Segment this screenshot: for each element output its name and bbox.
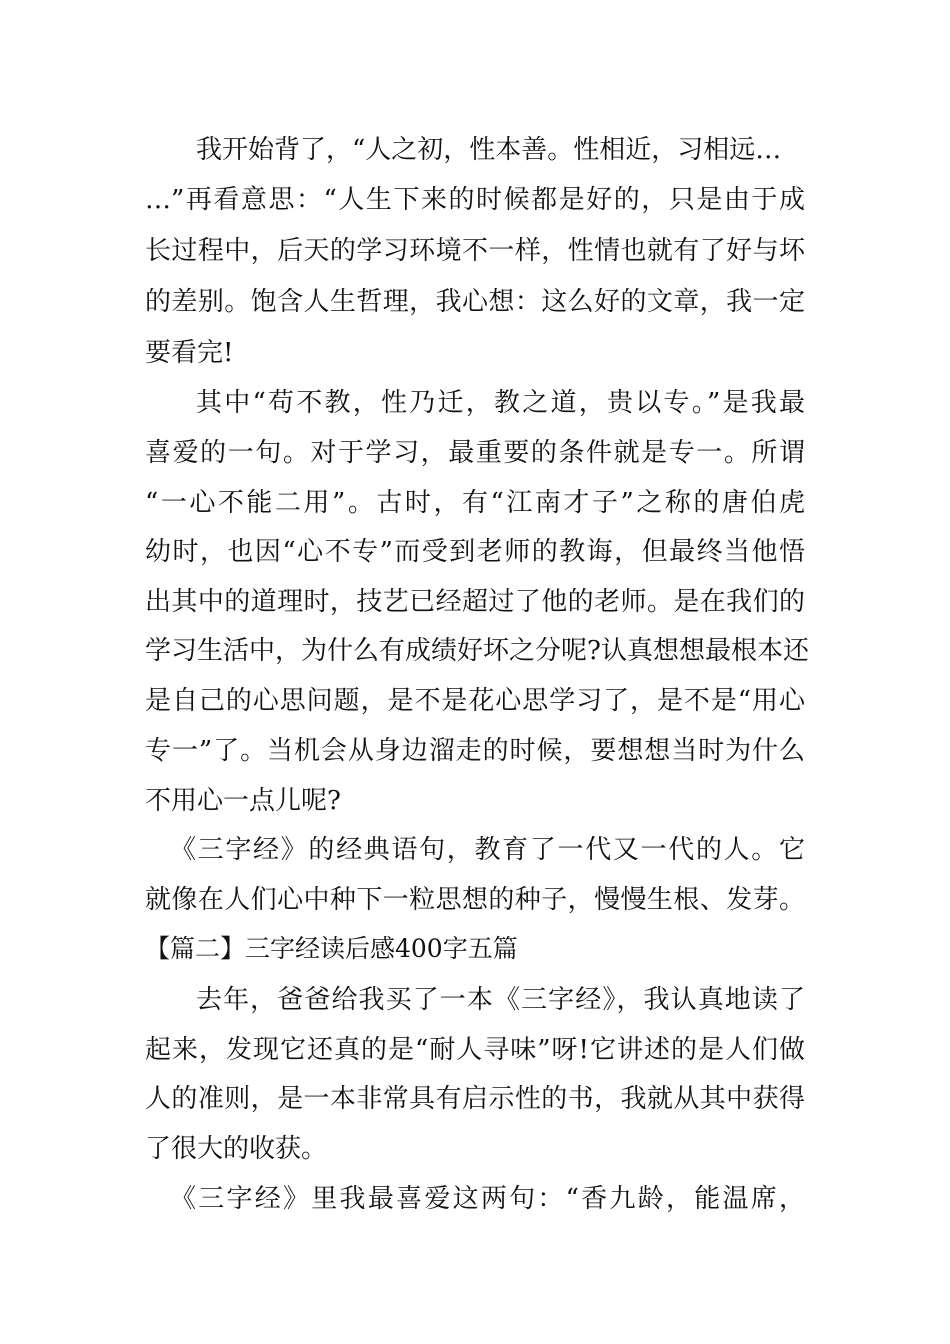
section-heading: 【篇二】三字经读后感400字五篇 <box>145 934 518 963</box>
paragraph-2-line-6: 学习生活中，为什么有成绩好坏之分呢?认真想想最根本还 <box>145 636 809 666</box>
paragraph-2-line-4: 幼时，也因“心不专”而受到老师的教诲，但最终当他悟 <box>145 537 805 567</box>
paragraph-2-line-3: “一心不能二用”。古时，有“江南才子”之称的唐伯虎 <box>145 488 805 518</box>
paragraph-1-line-2: …”再看意思：“人生下来的时候都是好的，只是由于成 <box>145 185 805 215</box>
paragraph-2-line-5: 出其中的道理时，技艺已经超过了他的老师。是在我们的 <box>145 587 805 617</box>
section-paragraph-1-line-2: 起来，发现它还真的是“耐人寻味”呀!它讲述的是人们做 <box>145 1035 805 1065</box>
section-paragraph-2-line-1: 《三字经》里我最喜爱这两句：“香九龄，能温席， <box>170 1184 805 1214</box>
paragraph-3-line-2: 就像在人们心中种下一粒思想的种子，慢慢生根、发芽。 <box>145 885 805 915</box>
paragraph-2-line-1: 其中“苟不教，性乃迁，教之道，贵以专。”是我最 <box>196 388 805 418</box>
paragraph-1-line-5: 要看完! <box>145 338 234 368</box>
paragraph-1-line-3: 长过程中，后天的学习环境不一样，性情也就有了好与坏 <box>145 236 805 266</box>
section-paragraph-1-line-1: 去年，爸爸给我买了一本《三字经》，我认真地读了 <box>196 985 805 1015</box>
paragraph-2-line-2: 喜爱的一句。对于学习，最重要的条件就是专一。所谓 <box>145 438 805 468</box>
paragraph-1-line-1: 我开始背了，“人之初，性本善。性相近，习相远… <box>196 135 782 165</box>
section-paragraph-1-line-4: 了很大的收获。 <box>145 1134 328 1164</box>
paragraph-3-line-1: 《三字经》的经典语句，教育了一代又一代的人。它 <box>170 835 805 865</box>
paragraph-2-line-8: 专一”了。当机会从身边溜走的时候，要想想当时为什么 <box>145 736 805 766</box>
paragraph-1-line-4: 的差别。饱含人生哲理，我心想：这么好的文章，我一定 <box>145 287 805 317</box>
paragraph-2-line-7: 是自己的心思问题，是不是花心思学习了，是不是“用心 <box>145 686 805 716</box>
paragraph-2-line-9: 不用心一点儿呢? <box>145 786 341 816</box>
section-paragraph-1-line-3: 人的准则，是一本非常具有启示性的书，我就从其中获得 <box>145 1084 805 1114</box>
